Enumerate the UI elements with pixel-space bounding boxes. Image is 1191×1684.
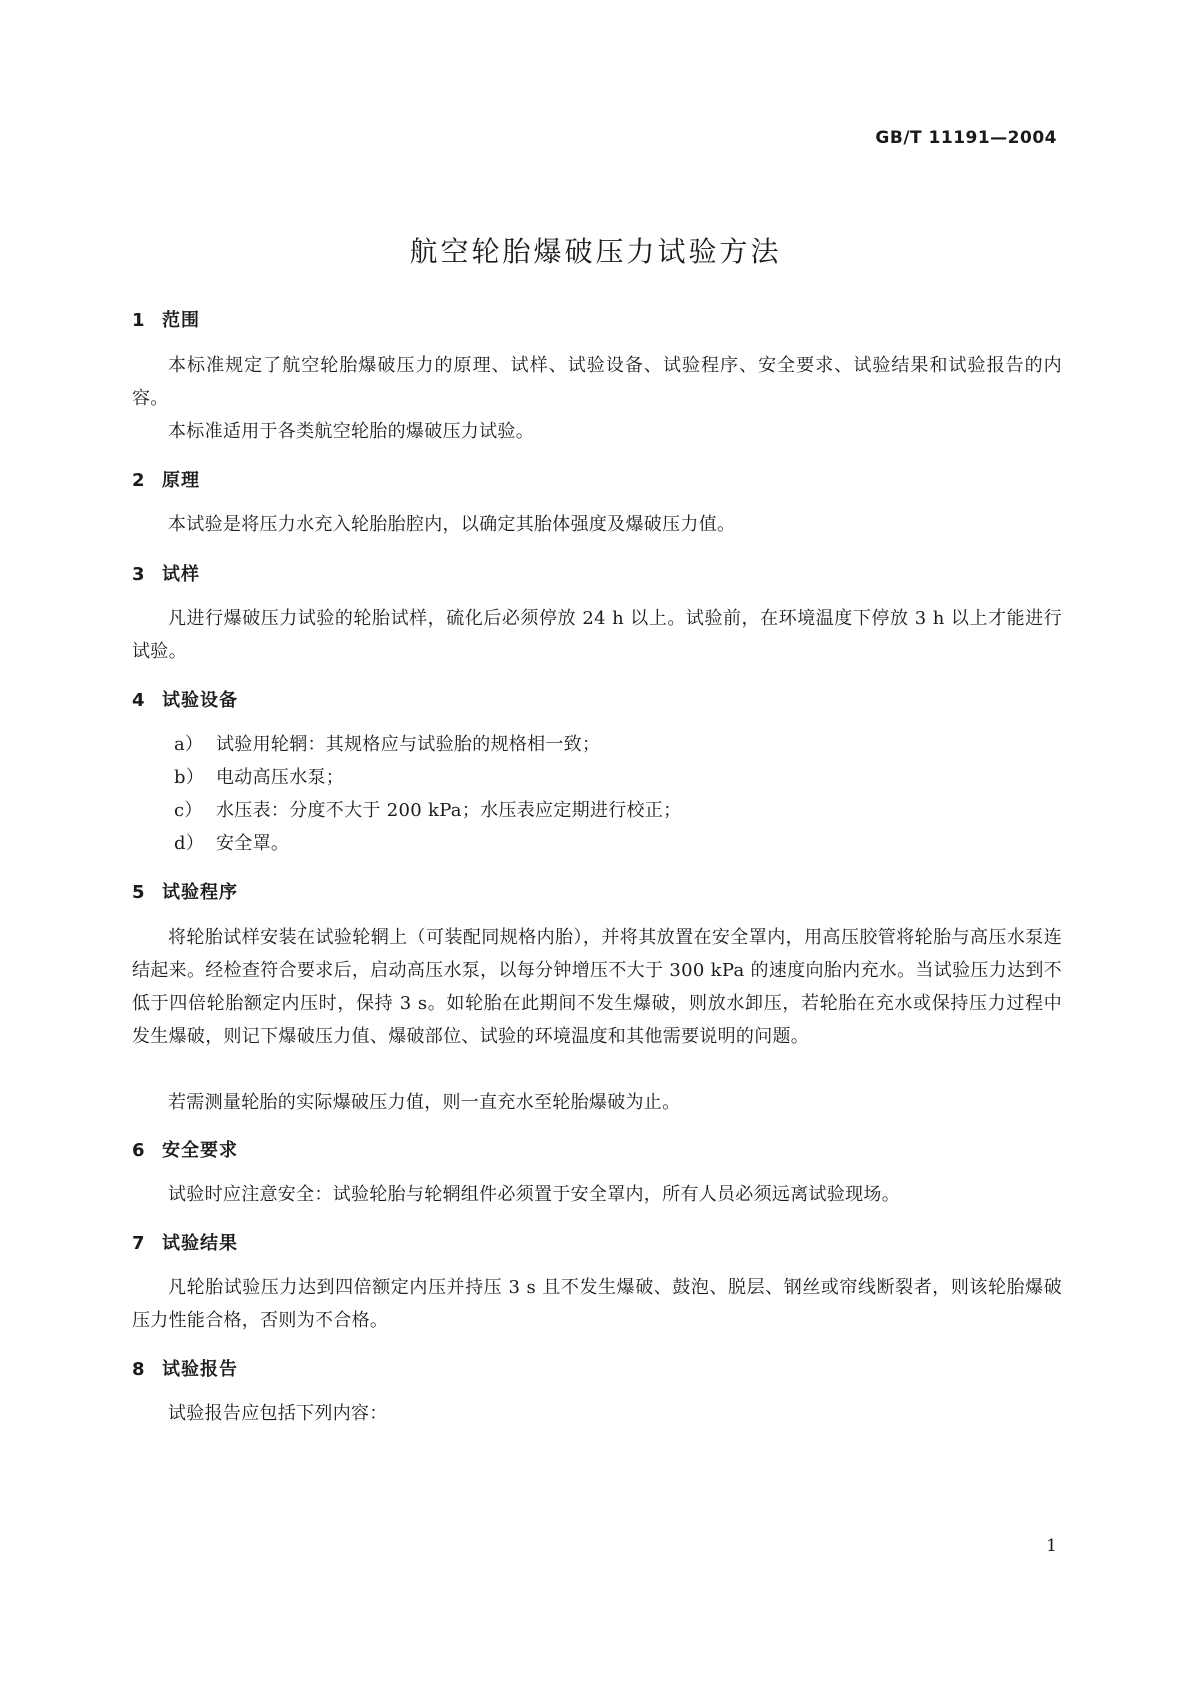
paragraph: 本试验是将压力水充入轮胎胎腔内，以确定其胎体强度及爆破压力值。 <box>168 514 736 535</box>
section-title: 范围 <box>162 310 200 331</box>
section-number: 6 <box>132 1140 146 1161</box>
section-title: 安全要求 <box>162 1140 238 1161</box>
section-title: 试验报告 <box>162 1359 238 1380</box>
section-title: 试验结果 <box>162 1233 238 1254</box>
paragraph: 试验报告应包括下列内容： <box>168 1403 388 1424</box>
section-number: 1 <box>132 310 146 331</box>
section-heading-1 <box>132 306 200 332</box>
list-marker: c） <box>174 800 203 821</box>
paragraph: 将轮胎试样安装在试验轮辋上（可装配同规格内胎），并将其放置在安全罩内，用高压胶管将轮胎与高压水泵连结起来。经检查符合要求后，启动高压水泵，以每分钟增压不大于 300 kPa 的速度向胎内充水。当试验压力达到不低于四倍轮胎额定内压时，保持 3 s。如轮胎在此期间不发生爆破，则放水卸压，若轮胎在充水或保持压力过程中发生爆破，则记下爆破压力值、爆破部位、试验的环境温度和其他需要说明的问题。 <box>132 927 1062 1047</box>
paragraph: 试验时应注意安全：试验轮胎与轮辋组件必须置于安全罩内，所有人员必须远离试验现场。 <box>168 1184 900 1205</box>
list-item <box>174 827 289 860</box>
section-number: 7 <box>132 1233 146 1254</box>
section-heading-2 <box>132 466 200 492</box>
section-number: 5 <box>132 882 146 903</box>
list-item <box>174 794 681 827</box>
section-number: 3 <box>132 564 146 585</box>
list-text: 试验用轮辋：其规格应与试验胎的规格相一致； <box>216 734 601 755</box>
standard-number: GB/T 11191—2004 <box>875 128 1057 148</box>
paragraph: 本标准适用于各类航空轮胎的爆破压力试验。 <box>168 421 534 442</box>
section-heading-3 <box>132 560 200 586</box>
section-title: 原理 <box>162 470 200 491</box>
paragraph: 本标准规定了航空轮胎爆破压力的原理、试样、试验设备、试验程序、安全要求、试验结果和试验报告的内容。 <box>132 355 1062 409</box>
section-number: 2 <box>132 470 146 491</box>
section-heading-4 <box>132 686 238 712</box>
list-marker: d） <box>174 833 205 854</box>
section-heading-6 <box>132 1136 238 1162</box>
list-text: 电动高压水泵； <box>216 767 345 788</box>
section-title: 试验设备 <box>162 690 238 711</box>
list-item <box>174 761 344 794</box>
list-text: 安全罩。 <box>216 833 290 854</box>
list-marker: a） <box>174 734 204 755</box>
document-title: 航空轮胎爆破压力试验方法 <box>409 235 782 268</box>
section-number: 8 <box>132 1359 146 1380</box>
list-text: 水压表：分度不大于 200 kPa；水压表应定期进行校正； <box>216 800 682 821</box>
page-number: 1 <box>1046 1536 1057 1556</box>
paragraph: 若需测量轮胎的实际爆破压力值，则一直充水至轮胎爆破为止。 <box>168 1092 681 1113</box>
section-number: 4 <box>132 690 146 711</box>
section-heading-7 <box>132 1229 238 1255</box>
section-title: 试样 <box>162 564 200 585</box>
paragraph: 凡进行爆破压力试验的轮胎试样，硫化后必须停放 24 h 以上。试验前，在环境温度下停放 3 h 以上才能进行试验。 <box>132 608 1062 662</box>
paragraph: 凡轮胎试验压力达到四倍额定内压并持压 3 s 且不发生爆破、鼓泡、脱层、钢丝或帘线断裂者，则该轮胎爆破压力性能合格，否则为不合格。 <box>132 1277 1062 1331</box>
section-heading-8 <box>132 1355 238 1381</box>
list-item <box>174 728 600 761</box>
list-marker: b） <box>174 767 205 788</box>
section-title: 试验程序 <box>162 882 238 903</box>
section-heading-5 <box>132 878 238 904</box>
